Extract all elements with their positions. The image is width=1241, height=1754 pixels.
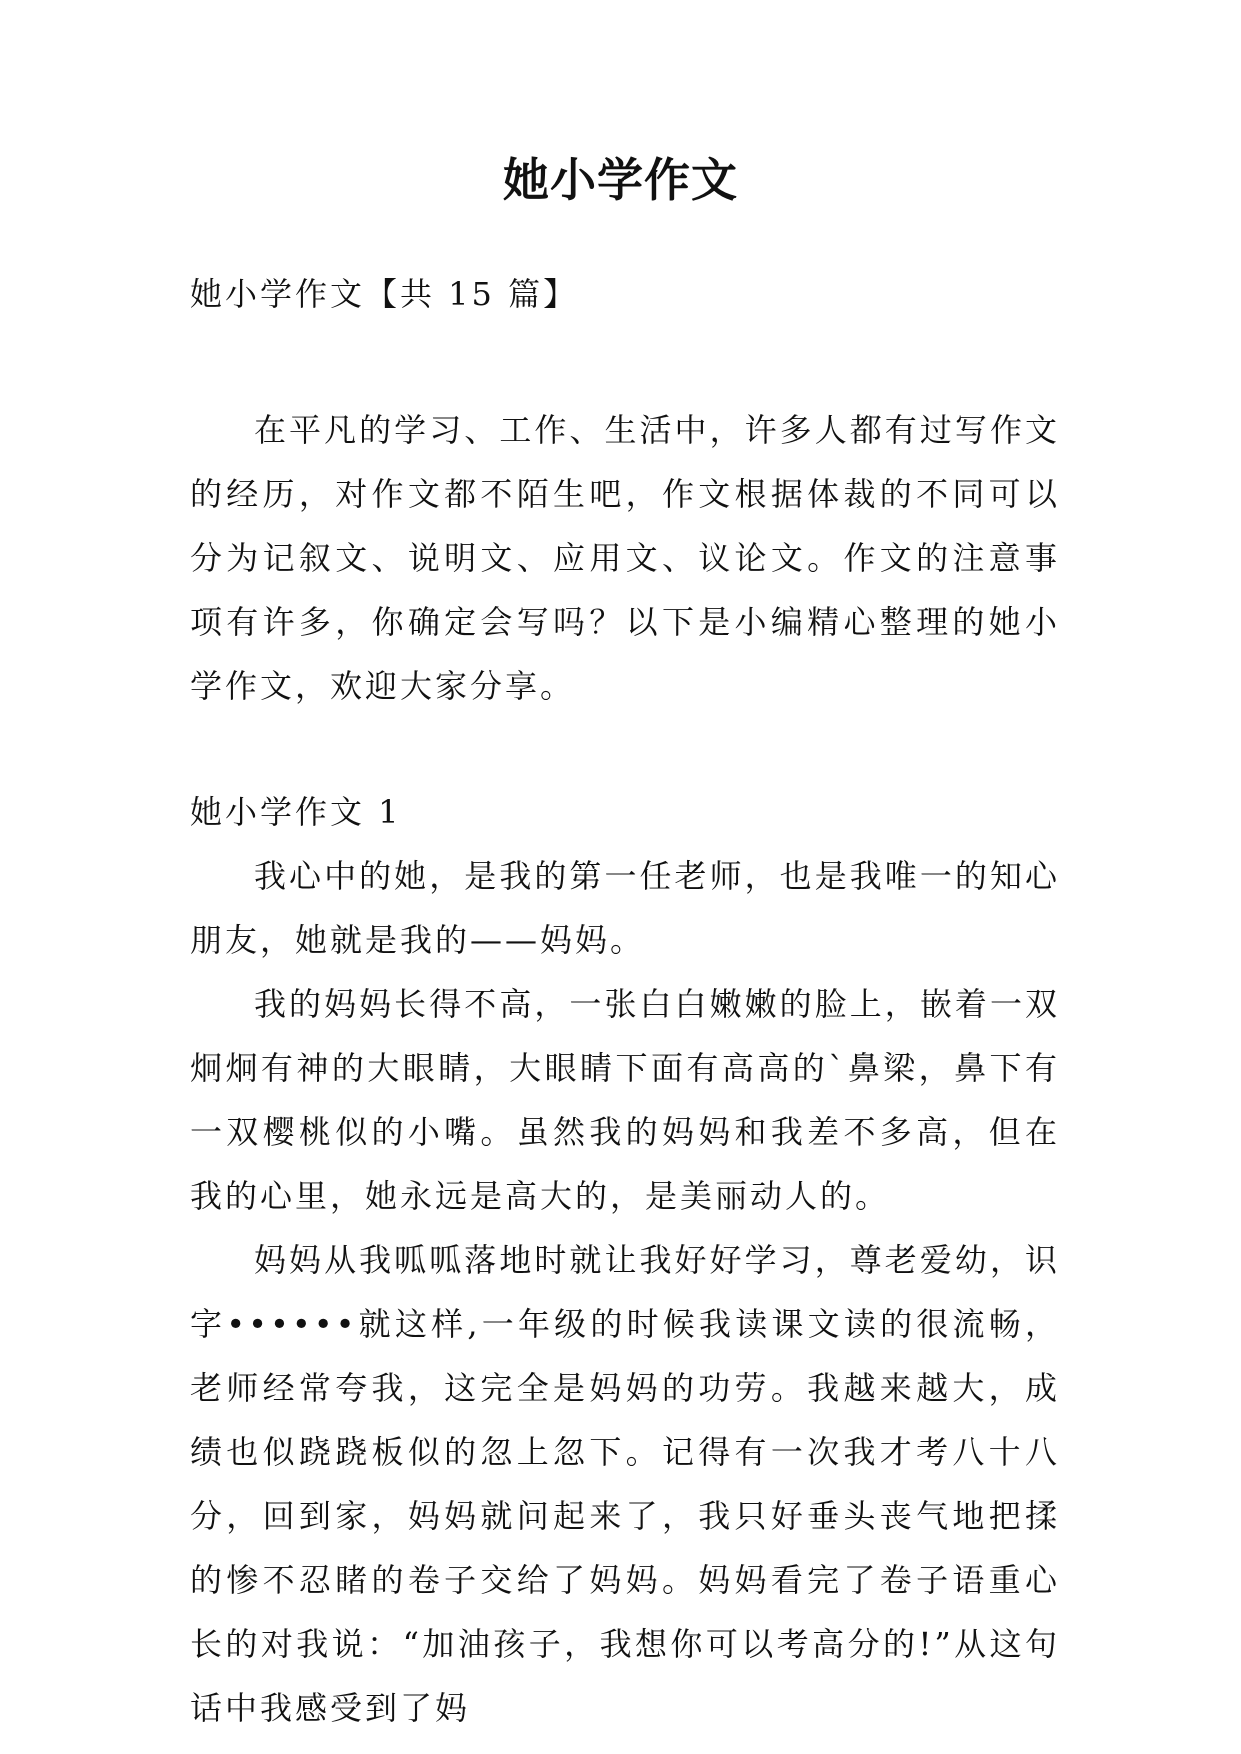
section-heading: 她小学作文 1 xyxy=(190,793,402,831)
intro-paragraph: 在平凡的学习、工作、生活中，许多人都有过写作文的经历，对作文都不陌生吧，作文根据体裁的不同可以分为记叙文、说明文、应用文、议论文。作文的注意事项有许多，你确定会写吗？以下是小编精心整理的她小学作文，欢迎大家分享。 xyxy=(190,411,1060,705)
body-paragraph: 妈妈从我呱呱落地时就让我好好学习，尊老爱幼，识字••••••就这样,一年级的时候我读课文读的很流畅，老师经常夸我，这完全是妈妈的功劳。我越来越大，成绩也似跷跷板似的忽上忽下。记得有一次我才考八十八分，回到家，妈妈就问起来了，我只好垂头丧气地把揉的惨不忍睹的卷子交给了妈妈。妈妈看完了卷子语重心长的对我说：“加油孩子，我想你可以考高分的!”从这句话中我感受到了妈 xyxy=(190,1241,1060,1727)
document-body xyxy=(190,262,1060,1740)
document-subtitle: 她小学作文【共 15 篇】 xyxy=(190,275,579,313)
body-paragraph: 我心中的她，是我的第一任老师，也是我唯一的知心朋友，她就是我的——妈妈。 xyxy=(190,857,1060,959)
body-paragraph: 我的妈妈长得不高，一张白白嫩嫩的脸上，嵌着一双炯炯有神的大眼睛，大眼睛下面有高高的`鼻梁，鼻下有一双樱桃似的小嘴。虽然我的妈妈和我差不多高，但在我的心里，她永远是高大的，是美丽动人的。 xyxy=(190,985,1060,1215)
spacer xyxy=(190,718,1060,780)
spacer xyxy=(190,326,1060,398)
document-title: 她小学作文 xyxy=(503,153,738,207)
